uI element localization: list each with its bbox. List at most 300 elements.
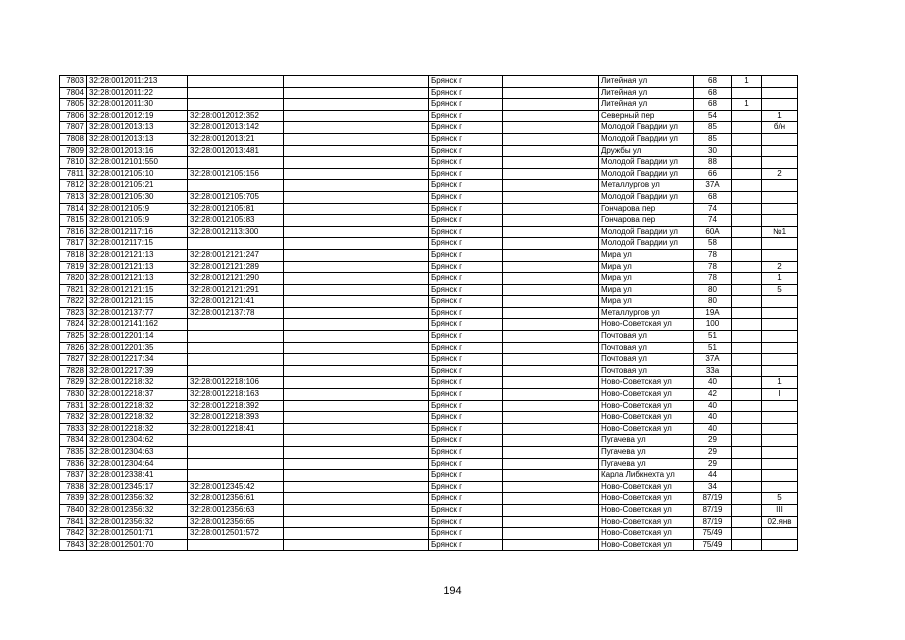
apartment-cell xyxy=(762,296,798,308)
building-number-cell xyxy=(188,539,284,551)
blank-cell xyxy=(284,99,429,111)
table-row xyxy=(60,365,798,377)
apartment-cell xyxy=(762,528,798,540)
building-number-cell: 32:28:0012356:65 xyxy=(188,516,284,528)
house-cell: 80 xyxy=(694,296,732,308)
building-cell xyxy=(732,539,762,551)
building-number-cell: 32:28:0012013:481 xyxy=(188,145,284,157)
house-cell: 87/19 xyxy=(694,504,732,516)
district-cell xyxy=(503,157,599,169)
table-row xyxy=(60,157,798,169)
row-number-cell: 7804 xyxy=(60,87,87,99)
blank-cell xyxy=(284,377,429,389)
apartment-cell xyxy=(762,145,798,157)
apartment-cell xyxy=(762,331,798,343)
street-cell: Мира ул xyxy=(599,273,694,285)
building-cell xyxy=(732,215,762,227)
row-number-cell: 7834 xyxy=(60,435,87,447)
table-row xyxy=(60,215,798,227)
house-cell: 88 xyxy=(694,157,732,169)
house-cell: 33а xyxy=(694,365,732,377)
table-row xyxy=(60,400,798,412)
blank-cell xyxy=(284,470,429,482)
city-cell: Брянск г xyxy=(429,435,503,447)
house-cell: 78 xyxy=(694,261,732,273)
row-number-cell: 7822 xyxy=(60,296,87,308)
table-row xyxy=(60,122,798,134)
row-number-cell: 7805 xyxy=(60,99,87,111)
city-cell: Брянск г xyxy=(429,215,503,227)
cadastral-number-cell: 32:28:0012304:63 xyxy=(87,447,188,459)
building-number-cell xyxy=(188,331,284,343)
city-cell: Брянск г xyxy=(429,203,503,215)
row-number-cell: 7820 xyxy=(60,273,87,285)
district-cell xyxy=(503,180,599,192)
house-cell: 40 xyxy=(694,412,732,424)
apartment-cell xyxy=(762,354,798,366)
building-number-cell xyxy=(188,365,284,377)
building-number-cell xyxy=(188,342,284,354)
cadastral-number-cell: 32:28:0012121:15 xyxy=(87,284,188,296)
cadastral-number-cell: 32:28:0012013:13 xyxy=(87,122,188,134)
street-cell: Ново-Советская ул xyxy=(599,539,694,551)
house-cell: 37А xyxy=(694,354,732,366)
row-number-cell: 7840 xyxy=(60,504,87,516)
cadastral-number-cell: 32:28:0012356:32 xyxy=(87,493,188,505)
row-number-cell: 7821 xyxy=(60,284,87,296)
street-cell: Почтовая ул xyxy=(599,331,694,343)
house-cell: 30 xyxy=(694,145,732,157)
building-number-cell: 32:28:0012218:106 xyxy=(188,377,284,389)
house-cell: 85 xyxy=(694,133,732,145)
blank-cell xyxy=(284,447,429,459)
cadastral-number-cell: 32:28:0012141:162 xyxy=(87,319,188,331)
table-row xyxy=(60,481,798,493)
building-number-cell: 32:28:0012012:352 xyxy=(188,110,284,122)
city-cell: Брянск г xyxy=(429,504,503,516)
row-number-cell: 7817 xyxy=(60,238,87,250)
house-cell: 87/19 xyxy=(694,493,732,505)
house-cell: 29 xyxy=(694,458,732,470)
house-cell: 34 xyxy=(694,481,732,493)
city-cell: Брянск г xyxy=(429,261,503,273)
building-cell xyxy=(732,203,762,215)
street-cell: Ново-Советская ул xyxy=(599,400,694,412)
cadastral-number-cell: 32:28:0012121:13 xyxy=(87,261,188,273)
cadastral-number-cell: 32:28:0012137:77 xyxy=(87,307,188,319)
building-cell xyxy=(732,458,762,470)
table-row xyxy=(60,296,798,308)
street-cell: Ново-Советская ул xyxy=(599,516,694,528)
district-cell xyxy=(503,377,599,389)
city-cell: Брянск г xyxy=(429,122,503,134)
building-cell xyxy=(732,470,762,482)
house-cell: 68 xyxy=(694,99,732,111)
row-number-cell: 7828 xyxy=(60,365,87,377)
building-cell xyxy=(732,157,762,169)
city-cell: Брянск г xyxy=(429,365,503,377)
cadastral-number-cell: 32:28:0012217:34 xyxy=(87,354,188,366)
row-number-cell: 7824 xyxy=(60,319,87,331)
blank-cell xyxy=(284,539,429,551)
table-row xyxy=(60,470,798,482)
apartment-cell: 1 xyxy=(762,273,798,285)
blank-cell xyxy=(284,481,429,493)
apartment-cell xyxy=(762,307,798,319)
blank-cell xyxy=(284,331,429,343)
cadastral-number-cell: 32:28:0012218:32 xyxy=(87,423,188,435)
apartment-cell xyxy=(762,458,798,470)
cadastral-number-cell: 32:28:0012105:10 xyxy=(87,168,188,180)
street-cell: Почтовая ул xyxy=(599,354,694,366)
row-number-cell: 7816 xyxy=(60,226,87,238)
row-number-cell: 7837 xyxy=(60,470,87,482)
blank-cell xyxy=(284,296,429,308)
row-number-cell: 7811 xyxy=(60,168,87,180)
cadastral-number-cell: 32:28:0012117:16 xyxy=(87,226,188,238)
house-cell: 29 xyxy=(694,447,732,459)
cadastral-number-cell: 32:28:0012011:213 xyxy=(87,76,188,88)
blank-cell xyxy=(284,249,429,261)
row-number-cell: 7815 xyxy=(60,215,87,227)
building-number-cell: 32:28:0012105:156 xyxy=(188,168,284,180)
row-number-cell: 7807 xyxy=(60,122,87,134)
building-cell xyxy=(732,238,762,250)
row-number-cell: 7808 xyxy=(60,133,87,145)
blank-cell xyxy=(284,458,429,470)
city-cell: Брянск г xyxy=(429,516,503,528)
row-number-cell: 7818 xyxy=(60,249,87,261)
city-cell: Брянск г xyxy=(429,249,503,261)
blank-cell xyxy=(284,145,429,157)
blank-cell xyxy=(284,435,429,447)
street-cell: Почтовая ул xyxy=(599,342,694,354)
table-row xyxy=(60,389,798,401)
house-cell: 78 xyxy=(694,273,732,285)
city-cell: Брянск г xyxy=(429,157,503,169)
table-row xyxy=(60,110,798,122)
building-cell xyxy=(732,516,762,528)
district-cell xyxy=(503,191,599,203)
row-number-cell: 7823 xyxy=(60,307,87,319)
row-number-cell: 7812 xyxy=(60,180,87,192)
apartment-cell xyxy=(762,423,798,435)
blank-cell xyxy=(284,168,429,180)
building-number-cell xyxy=(188,238,284,250)
city-cell: Брянск г xyxy=(429,180,503,192)
cadastral-number-cell: 32:28:0012338:41 xyxy=(87,470,188,482)
row-number-cell: 7843 xyxy=(60,539,87,551)
building-cell xyxy=(732,133,762,145)
blank-cell xyxy=(284,226,429,238)
building-number-cell: 32:28:0012121:41 xyxy=(188,296,284,308)
city-cell: Брянск г xyxy=(429,226,503,238)
blank-cell xyxy=(284,191,429,203)
row-number-cell: 7842 xyxy=(60,528,87,540)
street-cell: Металлургов ул xyxy=(599,180,694,192)
district-cell xyxy=(503,203,599,215)
table-row xyxy=(60,168,798,180)
building-number-cell: 32:28:0012121:291 xyxy=(188,284,284,296)
building-cell xyxy=(732,423,762,435)
apartment-cell: 2 xyxy=(762,168,798,180)
cadastral-number-cell: 32:28:0012121:13 xyxy=(87,273,188,285)
district-cell xyxy=(503,539,599,551)
row-number-cell: 7827 xyxy=(60,354,87,366)
table-row xyxy=(60,528,798,540)
blank-cell xyxy=(284,493,429,505)
row-number-cell: 7839 xyxy=(60,493,87,505)
building-number-cell xyxy=(188,76,284,88)
apartment-cell xyxy=(762,400,798,412)
row-number-cell: 7835 xyxy=(60,447,87,459)
table-row xyxy=(60,99,798,111)
house-cell: 68 xyxy=(694,191,732,203)
blank-cell xyxy=(284,76,429,88)
building-cell xyxy=(732,528,762,540)
apartment-cell xyxy=(762,87,798,99)
building-number-cell: 32:28:0012121:247 xyxy=(188,249,284,261)
cadastral-number-cell: 32:28:0012105:30 xyxy=(87,191,188,203)
district-cell xyxy=(503,528,599,540)
apartment-cell xyxy=(762,238,798,250)
blank-cell xyxy=(284,516,429,528)
building-cell xyxy=(732,481,762,493)
house-cell: 85 xyxy=(694,122,732,134)
blank-cell xyxy=(284,307,429,319)
district-cell xyxy=(503,215,599,227)
city-cell: Брянск г xyxy=(429,423,503,435)
building-cell xyxy=(732,412,762,424)
district-cell xyxy=(503,261,599,273)
blank-cell xyxy=(284,365,429,377)
row-number-cell: 7838 xyxy=(60,481,87,493)
building-cell xyxy=(732,377,762,389)
building-cell xyxy=(732,365,762,377)
apartment-cell xyxy=(762,365,798,377)
street-cell: Пугачева ул xyxy=(599,458,694,470)
apartment-cell xyxy=(762,319,798,331)
building-cell xyxy=(732,400,762,412)
house-cell: 87/19 xyxy=(694,516,732,528)
house-cell: 68 xyxy=(694,87,732,99)
street-cell: Ново-Советская ул xyxy=(599,504,694,516)
building-number-cell: 32:28:0012356:63 xyxy=(188,504,284,516)
city-cell: Брянск г xyxy=(429,191,503,203)
table-row xyxy=(60,493,798,505)
house-cell: 68 xyxy=(694,76,732,88)
street-cell: Ново-Советская ул xyxy=(599,412,694,424)
building-cell xyxy=(732,284,762,296)
house-cell: 54 xyxy=(694,110,732,122)
row-number-cell: 7829 xyxy=(60,377,87,389)
blank-cell xyxy=(284,423,429,435)
street-cell: Мира ул xyxy=(599,261,694,273)
table-row xyxy=(60,342,798,354)
street-cell: Карла Либкнехта ул xyxy=(599,470,694,482)
table-row xyxy=(60,435,798,447)
street-cell: Ново-Советская ул xyxy=(599,528,694,540)
cadastral-number-cell: 32:28:0012218:32 xyxy=(87,412,188,424)
district-cell xyxy=(503,458,599,470)
city-cell: Брянск г xyxy=(429,342,503,354)
building-cell xyxy=(732,307,762,319)
apartment-cell xyxy=(762,447,798,459)
table-row xyxy=(60,238,798,250)
building-number-cell xyxy=(188,157,284,169)
cadastral-number-cell: 32:28:0012304:62 xyxy=(87,435,188,447)
house-cell: 40 xyxy=(694,400,732,412)
district-cell xyxy=(503,238,599,250)
cadastral-number-cell: 32:28:0012013:13 xyxy=(87,133,188,145)
table-row xyxy=(60,423,798,435)
row-number-cell: 7826 xyxy=(60,342,87,354)
house-cell: 44 xyxy=(694,470,732,482)
blank-cell xyxy=(284,400,429,412)
cadastral-number-cell: 32:28:0012201:14 xyxy=(87,331,188,343)
street-cell: Литейная ул xyxy=(599,99,694,111)
street-cell: Дружбы ул xyxy=(599,145,694,157)
table-row xyxy=(60,87,798,99)
building-number-cell: 32:28:0012105:83 xyxy=(188,215,284,227)
street-cell: Молодой Гвардии ул xyxy=(599,122,694,134)
district-cell xyxy=(503,331,599,343)
building-cell xyxy=(732,110,762,122)
blank-cell xyxy=(284,157,429,169)
city-cell: Брянск г xyxy=(429,87,503,99)
table-row xyxy=(60,377,798,389)
building-number-cell: 32:28:0012121:289 xyxy=(188,261,284,273)
apartment-cell: 1 xyxy=(762,377,798,389)
building-number-cell: 32:28:0012137:78 xyxy=(188,307,284,319)
table-row xyxy=(60,145,798,157)
cadastral-number-cell: 32:28:0012217:39 xyxy=(87,365,188,377)
street-cell: Мира ул xyxy=(599,284,694,296)
district-cell xyxy=(503,168,599,180)
street-cell: Ново-Советская ул xyxy=(599,377,694,389)
cadastral-number-cell: 32:28:0012012:19 xyxy=(87,110,188,122)
building-number-cell xyxy=(188,354,284,366)
building-number-cell xyxy=(188,435,284,447)
cadastral-number-cell: 32:28:0012101:550 xyxy=(87,157,188,169)
building-cell xyxy=(732,145,762,157)
house-cell: 40 xyxy=(694,377,732,389)
district-cell xyxy=(503,365,599,377)
district-cell xyxy=(503,435,599,447)
city-cell: Брянск г xyxy=(429,400,503,412)
blank-cell xyxy=(284,412,429,424)
street-cell: Молодой Гвардии ул xyxy=(599,238,694,250)
building-number-cell: 32:28:0012105:705 xyxy=(188,191,284,203)
table-row xyxy=(60,331,798,343)
apartment-cell: №1 xyxy=(762,226,798,238)
house-cell: 80 xyxy=(694,284,732,296)
cadastral-number-cell: 32:28:0012121:13 xyxy=(87,249,188,261)
district-cell xyxy=(503,145,599,157)
building-number-cell: 32:28:0012013:142 xyxy=(188,122,284,134)
building-cell xyxy=(732,354,762,366)
city-cell: Брянск г xyxy=(429,133,503,145)
table-row xyxy=(60,504,798,516)
building-number-cell xyxy=(188,87,284,99)
street-cell: Мира ул xyxy=(599,296,694,308)
house-cell: 37А xyxy=(694,180,732,192)
district-cell xyxy=(503,504,599,516)
district-cell xyxy=(503,493,599,505)
table-row xyxy=(60,516,798,528)
district-cell xyxy=(503,481,599,493)
city-cell: Брянск г xyxy=(429,481,503,493)
city-cell: Брянск г xyxy=(429,296,503,308)
district-cell xyxy=(503,99,599,111)
building-number-cell: 32:28:0012121:290 xyxy=(188,273,284,285)
street-cell: Металлургов ул xyxy=(599,307,694,319)
blank-cell xyxy=(284,284,429,296)
building-cell xyxy=(732,493,762,505)
building-number-cell: 32:28:0012105:81 xyxy=(188,203,284,215)
street-cell: Гончарова пер xyxy=(599,203,694,215)
blank-cell xyxy=(284,528,429,540)
registry-table xyxy=(59,75,798,551)
row-number-cell: 7810 xyxy=(60,157,87,169)
building-number-cell xyxy=(188,470,284,482)
district-cell xyxy=(503,342,599,354)
building-number-cell xyxy=(188,180,284,192)
house-cell: 75/49 xyxy=(694,539,732,551)
city-cell: Брянск г xyxy=(429,470,503,482)
house-cell: 51 xyxy=(694,331,732,343)
blank-cell xyxy=(284,354,429,366)
apartment-cell xyxy=(762,249,798,261)
district-cell xyxy=(503,273,599,285)
building-number-cell: 32:28:0012501:572 xyxy=(188,528,284,540)
district-cell xyxy=(503,87,599,99)
street-cell: Ново-Советская ул xyxy=(599,493,694,505)
table-row xyxy=(60,76,798,88)
cadastral-number-cell: 32:28:0012345:17 xyxy=(87,481,188,493)
cadastral-number-cell: 32:28:0012501:70 xyxy=(87,539,188,551)
page-number: 194 xyxy=(443,585,462,597)
cadastral-number-cell: 32:28:0012356:32 xyxy=(87,504,188,516)
row-number-cell: 7832 xyxy=(60,412,87,424)
building-cell xyxy=(732,249,762,261)
row-number-cell: 7803 xyxy=(60,76,87,88)
city-cell: Брянск г xyxy=(429,99,503,111)
apartment-cell: б/н xyxy=(762,122,798,134)
district-cell xyxy=(503,516,599,528)
building-cell: 1 xyxy=(732,76,762,88)
district-cell xyxy=(503,319,599,331)
street-cell: Ново-Советская ул xyxy=(599,319,694,331)
apartment-cell xyxy=(762,412,798,424)
city-cell: Брянск г xyxy=(429,168,503,180)
apartment-cell: I xyxy=(762,389,798,401)
building-cell xyxy=(732,389,762,401)
building-cell xyxy=(732,226,762,238)
city-cell: Брянск г xyxy=(429,76,503,88)
district-cell xyxy=(503,470,599,482)
apartment-cell xyxy=(762,435,798,447)
district-cell xyxy=(503,284,599,296)
table-row xyxy=(60,354,798,366)
blank-cell xyxy=(284,203,429,215)
cadastral-number-cell: 32:28:0012218:32 xyxy=(87,377,188,389)
apartment-cell xyxy=(762,203,798,215)
building-number-cell xyxy=(188,99,284,111)
street-cell: Ново-Советская ул xyxy=(599,481,694,493)
cadastral-number-cell: 32:28:0012011:22 xyxy=(87,87,188,99)
blank-cell xyxy=(284,319,429,331)
